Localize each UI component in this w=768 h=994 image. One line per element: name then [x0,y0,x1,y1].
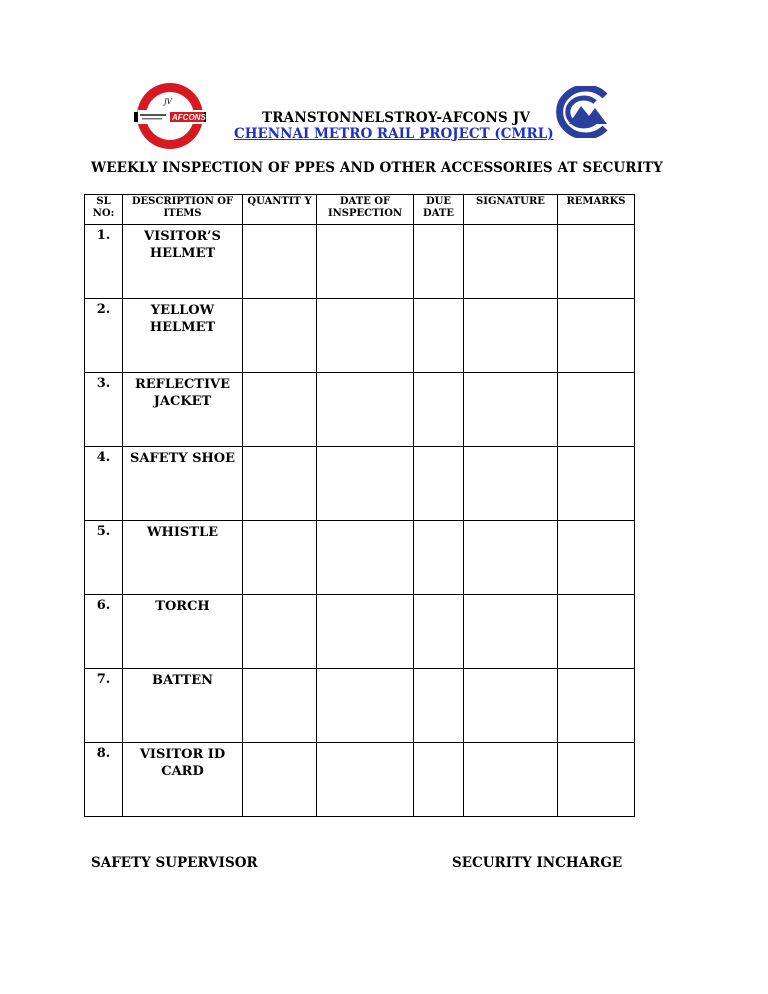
quantity-cell[interactable] [243,521,317,595]
tsa-afcons-logo [120,72,220,154]
logo-afcons-text: AFCONS [172,113,206,122]
quantity-cell[interactable] [243,447,317,521]
signature-cell[interactable] [464,595,558,669]
signature-cell[interactable] [464,299,558,373]
due-date-cell[interactable] [414,225,464,299]
signature-cell[interactable] [464,743,558,817]
signature-cell[interactable] [464,669,558,743]
remarks-cell[interactable] [558,669,635,743]
column-header: REMARKS [558,195,635,225]
table-row [85,299,635,373]
column-header: DATE OF INSPECTION [317,195,414,225]
inspection-date-cell[interactable] [317,225,414,299]
security-incharge-label: SECURITY INCHARGE [452,855,623,871]
column-header: DUE DATE [414,195,464,225]
table-row [85,669,635,743]
column-header: QUANTIT Y [243,195,317,225]
table-header-row [85,195,635,225]
logo-jv-text: JV [164,98,172,106]
signature-cell[interactable] [464,373,558,447]
inspection-table [84,194,635,817]
remarks-cell[interactable] [558,743,635,817]
row-serial: 6. [85,595,123,669]
row-serial: 1. [85,225,123,299]
remarks-cell[interactable] [558,225,635,299]
row-item: SAFETY SHOE [123,447,243,521]
remarks-cell[interactable] [558,595,635,669]
table-row [85,373,635,447]
due-date-cell[interactable] [414,669,464,743]
inspection-date-cell[interactable] [317,669,414,743]
company-name: TRANSTONNELSTROY-AFCONS JV [262,110,531,126]
inspection-date-cell[interactable] [317,595,414,669]
quantity-cell[interactable] [243,595,317,669]
row-item: VISITOR ID CARD [123,743,243,817]
document-title: WEEKLY INSPECTION OF PPES AND OTHER ACCESSORIES AT SECURITY [91,160,663,176]
remarks-cell[interactable] [558,373,635,447]
due-date-cell[interactable] [414,743,464,817]
remarks-cell[interactable] [558,447,635,521]
due-date-cell[interactable] [414,521,464,595]
inspection-date-cell[interactable] [317,521,414,595]
quantity-cell[interactable] [243,743,317,817]
inspection-date-cell[interactable] [317,743,414,817]
row-item: WHISTLE [123,521,243,595]
due-date-cell[interactable] [414,299,464,373]
due-date-cell[interactable] [414,373,464,447]
safety-supervisor-label: SAFETY SUPERVISOR [91,855,258,871]
row-item: TORCH [123,595,243,669]
quantity-cell[interactable] [243,299,317,373]
remarks-cell[interactable] [558,299,635,373]
row-serial: 5. [85,521,123,595]
signature-cell[interactable] [464,447,558,521]
inspection-date-cell[interactable] [317,447,414,521]
remarks-cell[interactable] [558,521,635,595]
project-name-link[interactable]: CHENNAI METRO RAIL PROJECT (CMRL) [234,126,554,142]
inspection-date-cell[interactable] [317,373,414,447]
table-row [85,595,635,669]
row-item: BATTEN [123,669,243,743]
due-date-cell[interactable] [414,447,464,521]
row-item: YELLOW HELMET [123,299,243,373]
quantity-cell[interactable] [243,373,317,447]
row-serial: 8. [85,743,123,817]
due-date-cell[interactable] [414,595,464,669]
signature-cell[interactable] [464,225,558,299]
row-item: VISITOR’S HELMET [123,225,243,299]
row-serial: 7. [85,669,123,743]
cmrl-logo [547,86,615,138]
signature-cell[interactable] [464,521,558,595]
column-header: SL NO: [85,195,123,225]
row-item: REFLECTIVE JACKET [123,373,243,447]
table-row [85,225,635,299]
row-serial: 2. [85,299,123,373]
column-header: DESCRIPTION OF ITEMS [123,195,243,225]
table-row [85,743,635,817]
inspection-date-cell[interactable] [317,299,414,373]
quantity-cell[interactable] [243,225,317,299]
table-row [85,521,635,595]
row-serial: 3. [85,373,123,447]
row-serial: 4. [85,447,123,521]
table-row [85,447,635,521]
column-header: SIGNATURE [464,195,558,225]
quantity-cell[interactable] [243,669,317,743]
